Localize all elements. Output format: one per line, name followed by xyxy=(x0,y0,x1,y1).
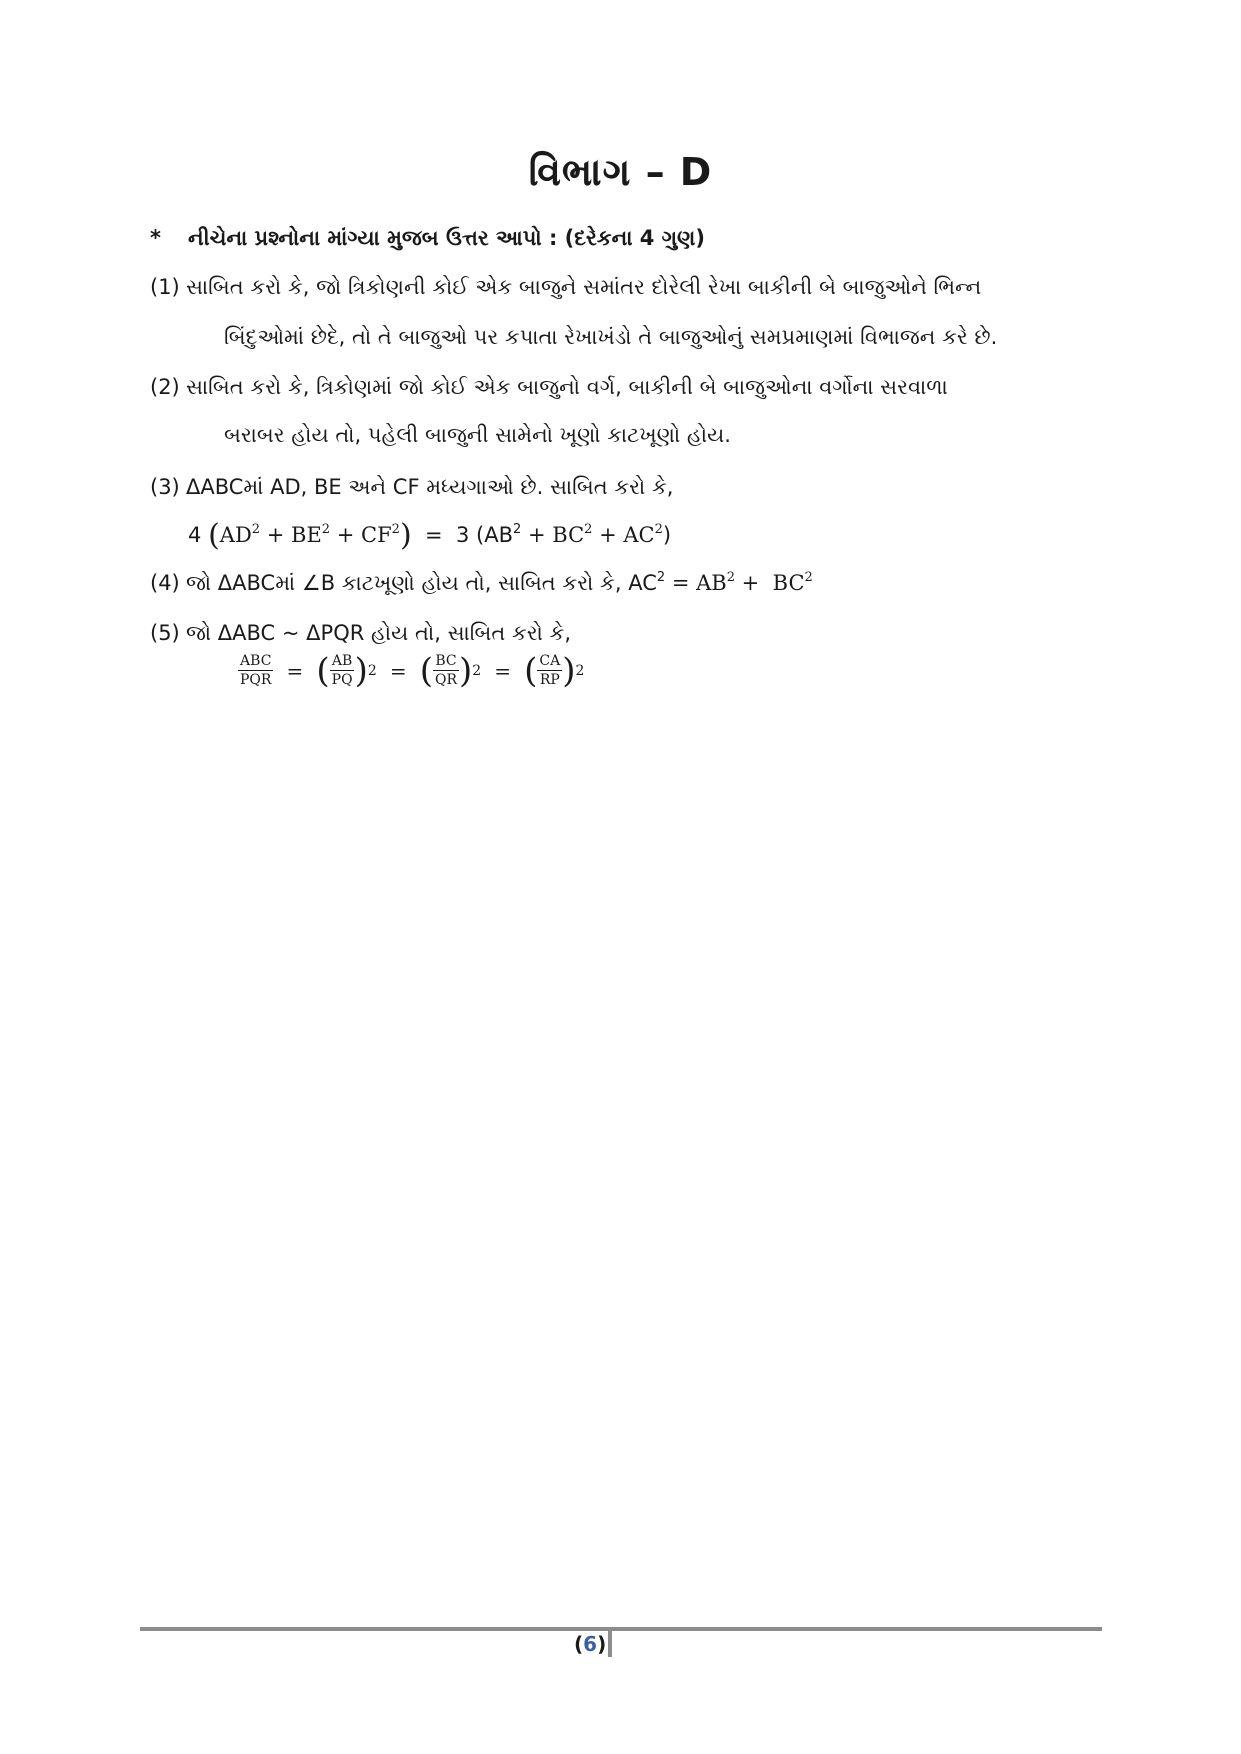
question-3-text: ΔABCમાં AD, BE અને CF મધ્યગાઓ છે. સાબિત કરો કે, xyxy=(186,475,674,499)
page-number-open: ( xyxy=(574,1632,584,1656)
equals-sign: = xyxy=(389,658,407,683)
question-5-text: જો ΔABC ~ ΔPQR હોય તો, સાબિત કરો કે, xyxy=(186,621,572,645)
numerator: BC xyxy=(435,653,457,669)
question-5-number: (5) xyxy=(150,621,180,645)
page-number xyxy=(574,1632,606,1656)
question-2-number: (2) xyxy=(150,375,180,399)
numerator: AB xyxy=(331,653,353,669)
question-1-text: સાબિત કરો કે, જો ત્રિકોણની કોઈ એક બાજુને સમાંતર દોરેલી રેખા બાકીની બે બાજુઓને ભિન્ન xyxy=(186,275,982,299)
term-cf: CF xyxy=(361,523,392,547)
fraction-bc-qr: ( $\frac{BC}{QR}$ ) 2 xyxy=(419,650,482,691)
term-ab: AB xyxy=(696,571,727,595)
exponent: 2 xyxy=(251,522,261,537)
term-bc: BC xyxy=(552,523,585,547)
term-ad: AD xyxy=(219,523,252,547)
question-3-number: (3) xyxy=(150,475,180,499)
denominator: QR xyxy=(434,672,458,688)
question-1-line-1 xyxy=(150,272,981,302)
denominator: PQR xyxy=(240,672,272,688)
denominator: PQ xyxy=(331,672,353,688)
fraction-ca-rp: ( $\frac{CA}{RP}$ ) 2 xyxy=(524,650,585,691)
term-ac: AC xyxy=(628,571,657,595)
fraction-ab-pq: ( $\frac{AB}{PQ}$ ) 2 xyxy=(316,650,377,691)
question-5-formula xyxy=(238,652,584,712)
equals-sign: = xyxy=(494,658,512,683)
exponent: 2 xyxy=(726,570,735,585)
question-5-line xyxy=(150,618,571,648)
question-2-line-2: બરાબર હોય તો, પહેલી બાજુની સામેનો ખૂણો કાટખૂણો હોય. xyxy=(224,423,731,447)
equals-sign: = xyxy=(286,658,304,683)
exponent: 2 xyxy=(584,522,593,537)
exponent: 2 xyxy=(804,570,813,585)
instruction-text: નીચેના પ્રશ્નોના માંગ્યા મુજબ ઉત્તર આપો : (દરેકના 4 ગુણ) xyxy=(188,226,705,250)
question-4-text: જો ΔABCમાં ∠B કાટખૂણો હોય તો, સાબિત કરો કે, xyxy=(186,571,629,595)
question-1-number: (1) xyxy=(150,275,180,299)
instruction-bullet: * xyxy=(150,226,161,250)
question-4-line: (4) જો ΔABCમાં ∠B કાટખૂણો હોય તો, સાબિત કરો કે, $AC^2 = AB^2 + BC^2$ xyxy=(150,568,813,598)
question-3-formula: 4 $(AD^2 + BE^2 + CF^2) = 3$ $(AB^2 + BC^2 + AC^2)$ xyxy=(188,518,672,553)
equals-sign: = xyxy=(425,523,443,547)
footer-vertical-bar xyxy=(608,1631,612,1657)
question-2-line-1 xyxy=(150,372,948,402)
exponent: 2 xyxy=(656,570,666,585)
section-title: વિભાગ – D xyxy=(528,150,713,194)
fraction-abc-pqr xyxy=(238,652,273,689)
formula-coefficient-3: 3 xyxy=(456,523,470,547)
question-4-number: (4) xyxy=(150,571,180,595)
exponent: 2 xyxy=(321,522,331,537)
term-be: BE xyxy=(291,523,322,547)
exponent: 2 xyxy=(513,522,522,537)
page-number-close: ) xyxy=(597,1632,607,1656)
formula-coefficient-4: 4 xyxy=(188,523,202,547)
question-1-line-2: બિંદુઓમાં છેદે, તો તે બાજુઓ પર કપાતા રેખાખંડો તે બાજુઓનું સમપ્રમાણમાં વિભાજન કરે છે. xyxy=(224,325,998,349)
numerator: CA xyxy=(539,653,561,669)
question-3-line-1 xyxy=(150,472,673,502)
question-2-text: સાબિત કરો કે, ત્રિકોણમાં જો કોઈ એક બાજુનો વર્ગ, બાકીની બે બાજુઓના વર્ગોના સરવાળા xyxy=(186,375,948,399)
exponent: 2 xyxy=(654,522,663,537)
term-ac: AC xyxy=(623,523,655,547)
denominator: RP xyxy=(539,672,560,688)
exponent: 2 xyxy=(391,522,400,537)
term-ab: AB xyxy=(484,523,514,547)
open-paren: ( xyxy=(208,518,220,553)
footer-rule xyxy=(140,1627,1102,1631)
close-paren: ) xyxy=(399,518,412,553)
term-bc: BC xyxy=(772,571,805,595)
instruction xyxy=(150,226,705,251)
page-number-value: 6 xyxy=(583,1632,598,1656)
numerator: ABC xyxy=(240,653,272,669)
